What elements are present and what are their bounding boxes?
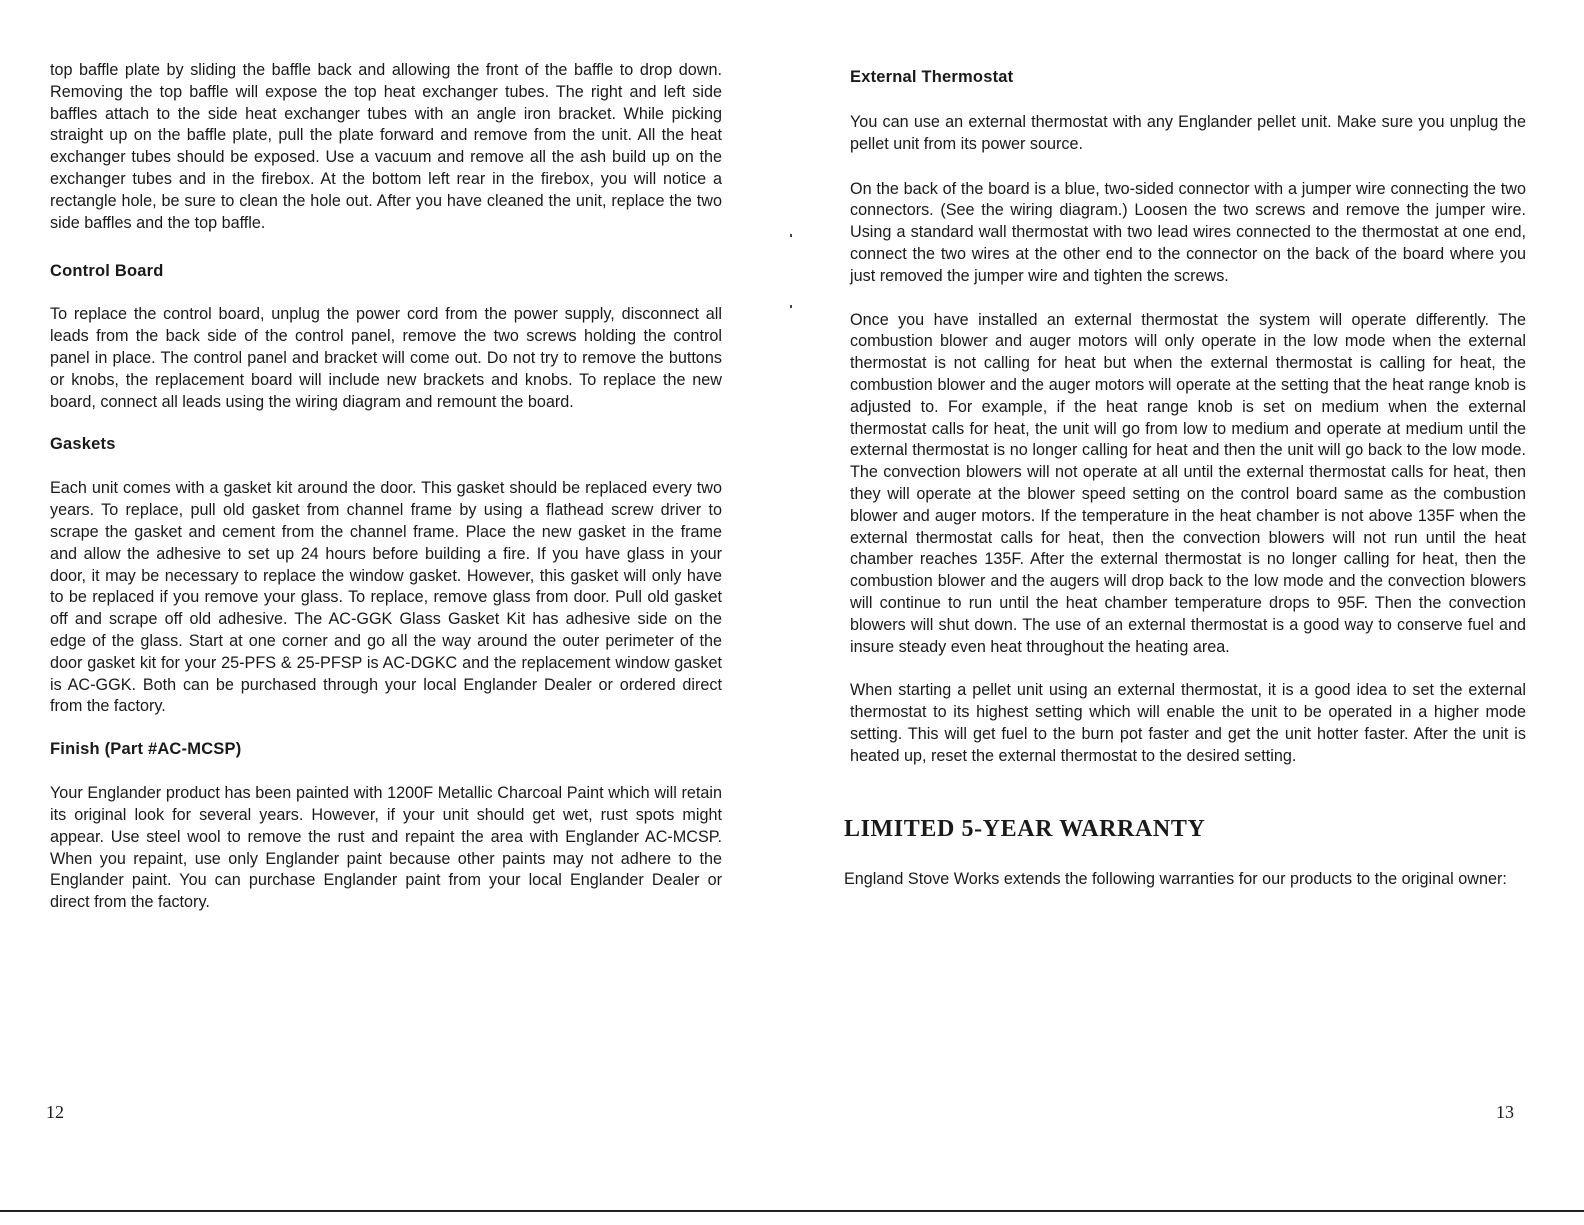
scan-speck (790, 305, 792, 308)
gaskets-heading: Gaskets (50, 435, 116, 454)
intro-paragraph: top baffle plate by sliding the baffle back and allowing the front of the baffle to drop down. Removing the top baffle will expose the top heat exchanger tubes. The right and left side baffles attach to the side heat exchanger tubes with an angle iron bracket. While picking straight up on the baffle plate, pull the plate forward and remove from the unit. All the heat exchanger tubes should be exposed. Use a vacuum and remove all the ash build up on the exchanger tubes and in the firebox. At the bottom left rear in the firebox, you will notice a rectangle hole, be sure to clean the hole out. After you have cleaned the unit, replace the two side baffles and the top baffle. (50, 61, 722, 232)
left-page (0, 0, 790, 1225)
external-thermostat-intro: You can use an external thermostat with any Englander pellet unit. Make sure you unplug the pellet unit from its power source. (850, 113, 1526, 153)
left-column (50, 60, 722, 914)
control-board-text: To replace the control board, unplug the power cord from the power supply, disconnect all leads from the back side of the control panel, remove the two screws holding the control panel in place. The control panel and bracket will come out. Do not try to remove the buttons or knobs, the replacement board will include new brackets and knobs. To replace the new board, connect all leads using the wiring diagram and remount the board. (50, 305, 722, 411)
finish-text: Your Englander product has been painted with 1200F Metallic Charcoal Paint which will retain its original look for several years. However, if your unit should get wet, rust spots might appear. Use steel wool to remove the rust and repaint the area with Englander AC-MCSP. When you repaint, use only Englander paint because other paints may not adhere to the Englander paint. You can purchase Englander paint from your local Englander Dealer or direct from the factory. (50, 784, 722, 912)
gaskets-text: Each unit comes with a gasket kit around the door. This gasket should be replaced every two years. To replace, pull old gasket from channel frame by using a flathead screw driver to scrape the gasket and cement from the channel frame. Place the new gasket in the frame and allow the adhesive to set up 24 hours before building a fire. If you have glass in your door, it may be necessary to replace the window gasket. However, this gasket will only have to be replaced if you remove your glass. To replace, remove glass from door. Pull old gasket off and scrape off old adhesive. The AC-GGK Glass Gasket Kit has adhesive side on the edge of the glass. Start at one corner and go all the way around the outer perimeter of the door gasket kit for your 25-PFS & 25-PFSP is AC-DGKC and the replacement window gasket is AC-GGK. Both can be purchased through your local Englander Dealer or ordered direct from the factory. (50, 479, 722, 716)
external-thermostat-wiring: On the back of the board is a blue, two-sided connector with a jumper wire connecting the two connectors. (See the wiring diagram.) Loosen the two screws and remove the jumper wire. Using a standard wall thermostat with two lead wires connected to the thermostat at one end, connect the two wires at the other end to the connector on the back of the board where you just removed the jumper wire and tighten the screws. (850, 179, 1526, 285)
external-thermostat-startup: When starting a pellet unit using an external thermostat, it is a good idea to set the external thermostat to its highest setting which will enable the unit to be operated in a higher mode setting. This will get fuel to the burn pot faster and get the unit hotter faster. After the unit is heated up, reset the external thermostat to the desired setting. (850, 681, 1526, 765)
right-column (844, 68, 1526, 890)
warranty-intro: England Stove Works extends the following warranties for our products to the original owner: (844, 869, 1507, 888)
scan-speck (790, 234, 792, 237)
page-number-left: 12 (46, 1102, 64, 1122)
warranty-title: LIMITED 5-YEAR WARRANTY (844, 815, 1206, 842)
bottom-edge-rule (0, 1210, 1584, 1212)
control-board-heading: Control Board (50, 262, 164, 281)
right-page (790, 0, 1584, 1225)
page-number-right: 13 (1496, 1102, 1514, 1122)
external-thermostat-heading: External Thermostat (850, 68, 1014, 86)
external-thermostat-operation: Once you have installed an external thermostat the system will operate differently. The combustion blower and auger motors will only operate in the low mode when the external thermostat is not calling for heat but when the external thermostat is calling for heat, the combustion blower and the auger motors will operate at the setting that the heat range knob is adjusted to. For example, if the heat range knob is set on medium when the external thermostat calls for heat, the unit will go from low to medium and operate at medium until the external thermostat is no longer calling for heat and then the unit will go back to the low mode. The convection blowers will not operate at all until the external thermostat calls for heat, then they will operate at the blower speed setting on the control board same as the combustion blower and auger motors. If the temperature in the heat chamber is not above 135F when the external thermostat calls for heat, then the convection blowers will not run until the heat chamber reaches 135F. After the external thermostat is no longer calling for heat, then the combustion blower and the augers will drop back to the low mode and the convection blowers will continue to run until the heat chamber temperature drops to 95F. Then the convection blowers will shut down. The use of an external thermostat is a good way to conserve fuel and insure steady even heat throughout the heating area. (850, 310, 1526, 656)
finish-heading: Finish (Part #AC-MCSP) (50, 740, 242, 759)
